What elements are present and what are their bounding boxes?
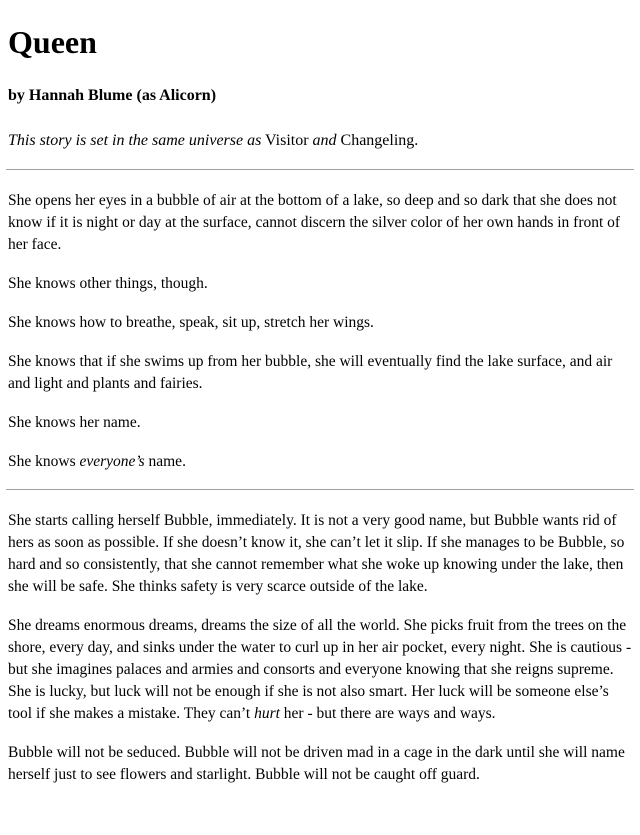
paragraph: She knows her name.: [8, 414, 141, 431]
paragraph: She starts calling herself Bubble, immediately. It is not a very good name, but Bubble wants rid of hers as soon as possible. If she doesn’t know it, she can’t let it slip. If she manages to be Bubble, so hard and so consistently, that she cannot remember what she woke up knowing under the lake, then she will be safe. She thinks safety is very scarce outside of the lake.: [8, 512, 625, 595]
paragraph: Bubble will not be seduced. Bubble will not be driven mad in a cage in the dark until she will name herself just to see flowers and starlight. Bubble will not be caught off guard.: [8, 744, 625, 783]
text-run: She knows: [8, 453, 76, 470]
paragraph: [8, 451, 632, 473]
byline: by Hannah Blume (as Alicorn): [8, 87, 217, 104]
emphasis: everyone’s: [79, 453, 145, 470]
section-divider: [6, 489, 634, 491]
note-text-1: This story is set in the same universe as: [8, 132, 262, 149]
paragraph: She knows other things, though.: [8, 275, 208, 292]
emphasis: hurt: [254, 705, 280, 722]
paragraph: She opens her eyes in a bubble of air at the bottom of a lake, so deep and so dark that she does not know if it is night or day at the surface, cannot discern the silver color of her own hands in front of her face.: [8, 192, 621, 253]
story-title: Queen: [8, 24, 97, 60]
visitor-link[interactable]: Visitor: [265, 132, 309, 149]
text-run: her - but there are ways and ways.: [283, 705, 496, 722]
story-page: [0, 22, 640, 786]
text-run: She dreams enormous dreams, dreams the size of all the world. She picks fruit from the trees on the shore, every day, and sinks under the water to curl up in her air pocket, every night. She is cautious - but she imagines palaces and armies and consorts and everyone knowing that she reigns supreme. She is lucky, but luck will not be enough if she is not also smart. Her luck will be someone else’s tool if she makes a mistake. They can’t: [8, 617, 632, 722]
changeling-link[interactable]: Changeling: [340, 132, 415, 149]
note-text-2: and: [312, 132, 337, 149]
text-run: name.: [148, 453, 186, 470]
section-divider: [6, 169, 634, 171]
paragraph: [8, 615, 632, 725]
paragraph: She knows that if she swims up from her bubble, she will eventually find the lake surface, and air and light and plants and fairies.: [8, 353, 613, 392]
universe-note: [8, 131, 632, 151]
note-period: .: [414, 132, 419, 149]
paragraph: She knows how to breathe, speak, sit up, stretch her wings.: [8, 314, 374, 331]
